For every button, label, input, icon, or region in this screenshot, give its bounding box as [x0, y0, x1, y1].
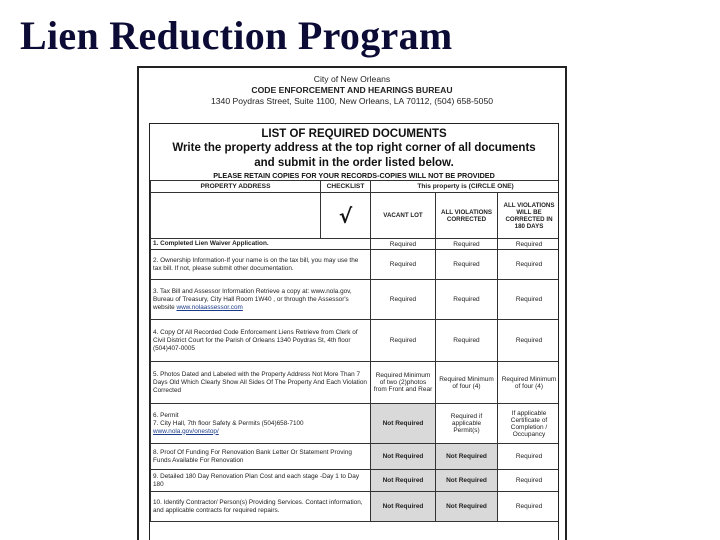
letterhead-city: City of New Orleans — [313, 74, 391, 84]
req-vacant: Required — [371, 320, 436, 362]
checklist-header: CHECKLIST — [321, 181, 371, 193]
form-title: LIST OF REQUIRED DOCUMENTS — [261, 128, 447, 140]
req-corrected: Required — [436, 280, 498, 320]
req-corrected: Not Required — [436, 444, 498, 470]
req-vacant: Required — [371, 250, 436, 280]
status-option-row — [151, 193, 560, 239]
option-corrected-in-180-days[interactable]: ALL VIOLATIONS WILL BE CORRECTED IN 180 DAYS — [498, 193, 560, 239]
req-180-days: Required — [498, 470, 560, 492]
req-180-days: Required — [498, 280, 560, 320]
req-180-days: Required — [498, 492, 560, 522]
req-corrected: Required if applicable Permit(s) — [436, 404, 498, 444]
item-text: 1. Completed Lien Waiver Application. — [153, 240, 269, 247]
req-vacant: Not Required — [371, 492, 436, 522]
letterhead — [139, 68, 565, 107]
form-title-block — [150, 124, 558, 180]
required-documents-form — [149, 123, 559, 540]
retain-copies-note: PLEASE RETAIN COPIES FOR YOUR RECORDS-COPIES WILL NOT BE PROVIDED — [213, 171, 495, 180]
item-text: 8. Proof Of Funding For Renovation Bank Letter Or Statement Proving Funds Available For Renovation — [153, 448, 352, 464]
table-row — [151, 362, 560, 404]
req-180-days: Required Minimum of four (4) — [498, 362, 560, 404]
req-corrected: Required — [436, 250, 498, 280]
table-header-row — [151, 181, 560, 193]
status-header: This property is (CIRCLE ONE) — [371, 181, 560, 193]
req-180-days: Required — [498, 444, 560, 470]
table-row — [151, 280, 560, 320]
item-text: 10. Identify Contractor/ Person(s) Providing Services. Contact information, and applicable contracts for required repairs. — [153, 498, 363, 514]
slide-title: Lien Reduction Program — [20, 13, 453, 58]
item-text: 5. Photos Dated and Labeled with the Property Address Not More Than 7 Days Old Which Clearly Show All Sides Of The Property And Each Violation Corrected — [153, 370, 367, 394]
item-text: 2. Ownership Information-If your name is on the tax bill, you may use the tax bill. If not, please submit other documentation. — [153, 256, 359, 272]
assessor-link[interactable]: www.nolaassessor.com — [176, 303, 243, 311]
req-vacant: Required Minimum of two (2)photos from Front and Rear — [371, 362, 436, 404]
req-vacant: Not Required — [371, 470, 436, 492]
form-instruction-2: and submit in the order listed below. — [254, 157, 454, 169]
option-vacant-lot[interactable]: VACANT LOT — [371, 193, 436, 239]
form-instruction-1: Write the property address at the top right corner of all documents — [172, 142, 536, 154]
requirements-table — [150, 180, 559, 522]
document-page — [137, 66, 567, 540]
req-180-days: If applicable Certificate of Completion / Occupancy — [498, 404, 560, 444]
item-text: 6. Permit 7. City Hall, 7th floor Safety & Permits (504)658-7100 — [153, 411, 304, 427]
item-text: 3. Tax Bill and Assessor Information Retrieve a copy at: www.nola.gov, Bureau of Treasury, City Hall Room 1W40 , or through the Assessor's website — [153, 287, 352, 311]
req-corrected: Not Required — [436, 470, 498, 492]
req-corrected: Required — [436, 239, 498, 250]
property-address-field[interactable] — [151, 193, 321, 239]
property-address-header: PROPERTY ADDRESS — [151, 181, 321, 193]
req-corrected: Required — [436, 320, 498, 362]
letterhead-bureau: CODE ENFORCEMENT AND HEARINGS BUREAU — [251, 85, 453, 95]
table-row — [151, 444, 560, 470]
req-180-days: Required — [498, 250, 560, 280]
req-vacant: Not Required — [371, 444, 436, 470]
letterhead-address: 1340 Poydras Street, Suite 1100, New Orleans, LA 70112, (504) 658-5050 — [210, 96, 494, 106]
req-corrected: Not Required — [436, 492, 498, 522]
table-row — [151, 404, 560, 444]
item-text: 4. Copy Of All Recorded Code Enforcement Liens Retrieve from Clerk of Civil District Court for the Parish of Orleans 1340 Poydras St, 4th floor (504)407-0005 — [153, 328, 358, 352]
req-vacant: Required — [371, 280, 436, 320]
table-row — [151, 320, 560, 362]
table-row — [151, 250, 560, 280]
check-mark-icon: √ — [321, 193, 371, 239]
onestop-link[interactable]: www.nola.gov/onestop/ — [153, 427, 219, 435]
req-180-days: Required — [498, 320, 560, 362]
req-vacant: Required — [371, 239, 436, 250]
option-all-violations-corrected[interactable]: ALL VIOLATIONS CORRECTED — [436, 193, 498, 239]
item-text: 9. Detailed 180 Day Renovation Plan Cost and each stage -Day 1 to Day 180 — [153, 472, 360, 488]
table-row — [151, 492, 560, 522]
req-vacant: Not Required — [371, 404, 436, 444]
table-row — [151, 239, 560, 250]
req-180-days: Required — [498, 239, 560, 250]
req-corrected: Required Minimum of four (4) — [436, 362, 498, 404]
table-row — [151, 470, 560, 492]
